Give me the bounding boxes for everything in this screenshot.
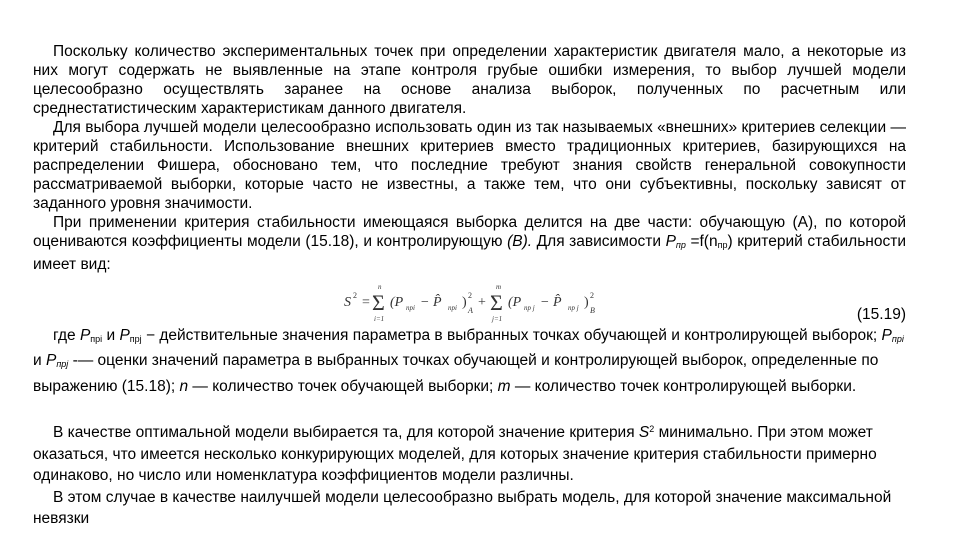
p-symbol: P	[79, 327, 91, 344]
formula-plus: +	[478, 295, 486, 310]
term1-idx: A	[468, 306, 473, 315]
sum2-lower: j=1	[492, 315, 503, 323]
definitions-block	[33, 325, 913, 398]
sum2-sigma: Σ	[490, 290, 503, 315]
text-fragment: где	[53, 327, 80, 344]
p-symbol: P	[665, 233, 676, 250]
paragraph-external-criteria: Для выбора лучшей модели целесообразно использовать один из так называемых «внешних» критериев селекции — критерий стабильности. Использование внешних критериев вместо традиционных критериев, базирующихся на распределении Фишера, обосновано тем, что последние требуют знания свойств генеральной совокупности рассматриваемой выборки, которые часто не известны, а также тем, что они субъективны, поскольку зависят от заданного уровня значимости.	[33, 119, 906, 212]
term2-sub2: пр j	[568, 304, 579, 312]
text-fragment: ) критерий стабильности имеет вид:	[33, 233, 906, 273]
s-exponent: 2	[649, 424, 655, 434]
p-subscript: прj	[129, 334, 142, 344]
s-symbol: S	[638, 424, 650, 441]
text-fragment: минимально. При этом может оказаться, что имеется несколько конкурирующих моделей, для которых значение критерия стабильности примерно одинаково, но число или номенклатура коэффициентов модели различны.	[33, 424, 877, 484]
p-subscript: прi	[90, 334, 103, 344]
text-fragment: При применении критерия стабильности имеющаяся выборка делится на две части: обучающую (А), по которой оцениваются коэффициенты модели (15.18), и контролирующую	[33, 214, 906, 250]
main-text-block	[33, 42, 906, 274]
formula-lhs-exp: 2	[353, 291, 357, 300]
p-symbol: P	[881, 327, 892, 344]
paragraph-max-residual: В этом случае в качестве наилучшей модели целесообразно выбрать модель, для которой значение максимальной невязки	[33, 488, 892, 527]
term2-close: )	[584, 295, 589, 310]
conclusion-block	[33, 419, 913, 530]
paragraph-intro: Поскольку количество экспериментальных точек при определении характеристик двигателя мало, а некоторые из них могут содержать не выявленные на этапе контроля грубые ошибки измерения, то выбор лучшей модели целесообразно осуществлять заранее на основе анализа выборок, полученных по расчетным или среднестатистическим характеристикам данного двигателя.	[33, 43, 906, 117]
text-fragment: В качестве оптимальной модели выбирается та, для которой значение критерия	[53, 424, 639, 441]
paragraph-stability-criterion	[33, 213, 906, 274]
text-fragment: Для зависимости	[532, 233, 666, 250]
term2-sub: пр j	[524, 304, 535, 312]
paragraph-definitions	[33, 325, 913, 398]
term2-mid: − P̂	[540, 295, 562, 310]
term1-close: )	[462, 295, 467, 310]
text-fragment: и	[102, 327, 120, 344]
formula-15-19	[340, 279, 610, 327]
p-subscript: прj	[56, 359, 69, 370]
term1-exp: 2	[468, 291, 472, 300]
term2-exp: 2	[590, 291, 594, 300]
text-fragment: и	[33, 352, 46, 370]
formula-equals: =	[362, 295, 370, 310]
p-subscript: прi	[891, 334, 904, 344]
n-symbol: n	[179, 377, 189, 395]
paragraph-optimal-model	[33, 419, 913, 487]
sum2-upper: m	[496, 283, 502, 291]
sum1-lower: i=1	[374, 315, 385, 323]
sample-b-label: (В).	[507, 233, 533, 250]
term1-open: (P	[390, 295, 404, 310]
term1-sub2: прi	[448, 304, 457, 312]
term2-open: (P	[508, 295, 522, 310]
text-fragment: =f(n	[685, 233, 718, 250]
text-fragment: — количество точек обучающей выборки;	[188, 377, 498, 395]
equation-number: (15.19)	[856, 306, 906, 323]
n-subscript: пр	[717, 240, 728, 250]
text-fragment: − действительные значения параметра в выбранных точках обучающей и контролирующей выборок;	[141, 327, 882, 344]
p-subscript: пр	[675, 240, 686, 250]
text-fragment: — количество точек контролирующей выборки.	[510, 377, 857, 395]
term1-mid: − P̂	[420, 295, 442, 310]
text-fragment: -— оценки значений параметра в выбранных точках обучающей и контролирующей выборок, определенные по выражению (15.18);	[33, 352, 879, 395]
p-symbol: P	[45, 352, 57, 370]
term2-idx: B	[590, 306, 595, 315]
p-symbol: P	[119, 327, 130, 344]
formula-lhs: S	[344, 295, 351, 310]
term1-sub: прi	[406, 304, 415, 312]
sum1-sigma: Σ	[372, 290, 385, 315]
m-symbol: m	[497, 377, 511, 395]
sum1-upper: n	[378, 283, 382, 291]
